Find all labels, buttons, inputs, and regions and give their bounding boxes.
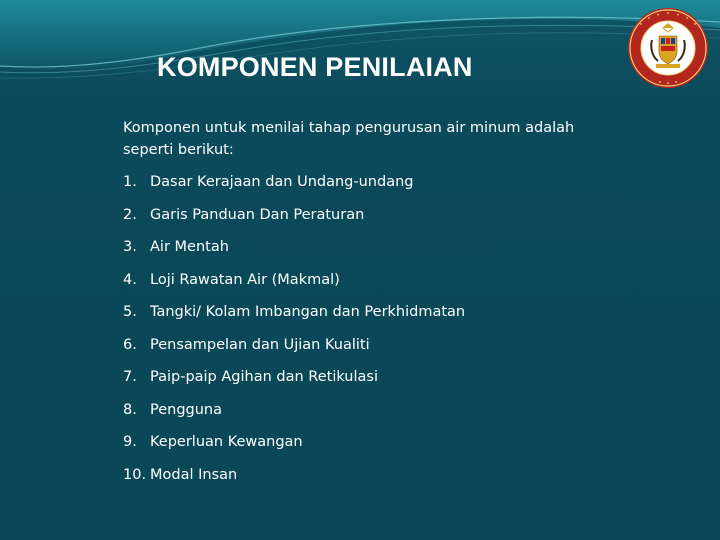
- item-text: Dasar Kerajaan dan Undang-undang: [150, 174, 414, 190]
- item-number: 4.: [123, 271, 137, 288]
- item-text: Paip-paip Agihan dan Retikulasi: [150, 369, 378, 385]
- government-seal-icon: [626, 6, 710, 90]
- list-item: [123, 430, 465, 463]
- list-item: [123, 365, 465, 398]
- item-number: 6.: [123, 336, 137, 353]
- intro-text: Komponen untuk menilai tahap pengurusan air minum adalah seperti berikut:: [123, 120, 575, 158]
- list-item: [123, 268, 465, 301]
- item-number: 2.: [123, 206, 137, 223]
- list-item: [123, 463, 465, 496]
- component-list: [123, 170, 465, 495]
- item-text: Modal Insan: [150, 466, 238, 483]
- item-number: 5.: [123, 304, 137, 320]
- list-item: [123, 203, 465, 236]
- list-item: [123, 235, 465, 268]
- item-number: 7.: [123, 369, 137, 385]
- item-number: 3.: [123, 239, 137, 255]
- item-text: Air Mentah: [150, 239, 229, 255]
- item-text: Pengguna: [150, 401, 223, 418]
- item-number: 9.: [123, 434, 137, 450]
- list-item: [123, 300, 465, 333]
- item-text: Tangki/ Kolam Imbangan dan Perkhidmatan: [150, 304, 466, 320]
- item-text: Pensampelan dan Ujian Kualiti: [150, 336, 370, 353]
- item-text: Garis Panduan Dan Peraturan: [150, 206, 365, 223]
- item-text: Loji Rawatan Air (Makmal): [150, 271, 340, 288]
- item-number: 1.: [123, 174, 137, 190]
- list-item: [123, 333, 465, 366]
- slide-title: KOMPONEN PENILAIAN: [157, 52, 473, 82]
- list-item: [123, 398, 465, 431]
- item-text: Keperluan Kewangan: [150, 434, 303, 450]
- item-number: 8.: [123, 401, 137, 418]
- item-number: 10.: [123, 466, 147, 483]
- list-item: [123, 170, 465, 203]
